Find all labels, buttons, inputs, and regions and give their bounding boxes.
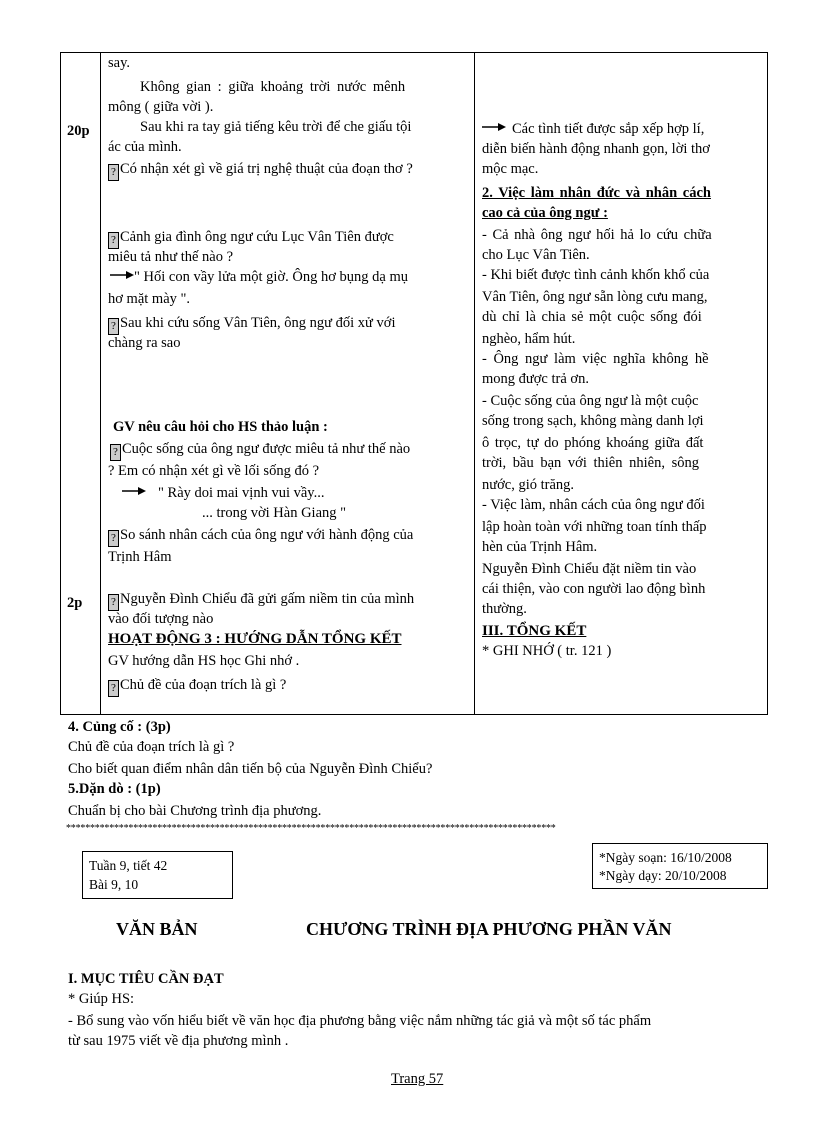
objectives-heading: I. MỤC TIÊU CẦN ĐẠT <box>68 971 224 987</box>
homework-line: Chuẩn bị cho bài Chương trình địa phương. <box>68 803 322 819</box>
mid-text: So sánh nhân cách của ông ngư với hành động của <box>120 527 414 543</box>
question-box-icon: ? <box>108 680 119 697</box>
right-line: - Việc làm, nhân cách của ông ngư đối <box>482 497 705 513</box>
right-line: - Cả nhà ông ngư hối hả lo cứu chữa <box>482 227 712 243</box>
question-box-icon: ? <box>110 444 121 461</box>
objectives-line: * Giúp HS: <box>68 991 135 1007</box>
right-arrow-icon <box>110 270 134 280</box>
question-line <box>108 526 413 547</box>
right-arrow-icon <box>482 122 506 132</box>
discussion-heading: GV nêu câu hỏi cho HS thảo luận : <box>113 419 328 435</box>
right-line: cho Lục Vân Tiên. <box>482 247 590 263</box>
separator: ****************************************************************************************************** <box>66 823 556 834</box>
arrow-line <box>482 120 704 138</box>
right-line: - Cuộc sống của ông ngư là một cuộc <box>482 393 699 409</box>
right-line: mộc mạc. <box>482 161 539 177</box>
mid-text: Cuộc sống của ông ngư được miêu tả như thế nào <box>122 441 411 457</box>
right-line: thường. <box>482 601 527 617</box>
right-line: mong được trả ơn. <box>482 371 589 387</box>
objectives-line: từ sau 1975 viết về địa phương mình . <box>68 1033 289 1049</box>
right-text: Các tình tiết được sắp xếp hợp lí, <box>512 121 705 137</box>
question-box-icon: ? <box>108 318 119 335</box>
table-col-divider-1 <box>100 52 101 714</box>
mid-text: Cảnh gia đình ông ngư cứu Lục Vân Tiên được <box>120 229 394 245</box>
mid-text: Sau khi cứu sống Vân Tiên, ông ngư đối xử với <box>120 315 396 331</box>
time-cell-1: 20p <box>67 123 90 139</box>
mid-line: ? Em có nhận xét gì về lối sống đó ? <box>108 463 320 479</box>
doc-title-right: CHƯƠNG TRÌNH ĐỊA PHƯƠNG PHẦN VĂN <box>306 919 672 939</box>
mid-text: " Rày doi mai vịnh vui vầy... <box>158 485 325 501</box>
right-line: nghèo, hẩm hút. <box>482 331 576 347</box>
section-2-heading: cao cả của ông ngư : <box>482 205 608 221</box>
page-number: Trang 57 <box>391 1071 444 1087</box>
right-arrow-icon <box>122 486 146 496</box>
mid-line: vào đối tượng nào <box>108 611 214 627</box>
mid-line: chàng ra sao <box>108 335 181 351</box>
right-line: - Ông ngư làm việc nghĩa không hề <box>482 351 709 367</box>
right-line: diễn biến hành động nhanh gọn, lời thơ <box>482 141 710 157</box>
question-line <box>110 440 410 461</box>
right-line: sống trong sạch, không màng danh lợi <box>482 413 704 429</box>
time-cell-2: 2p <box>67 595 83 611</box>
mid-line: miêu tả như thế nào ? <box>108 249 234 265</box>
mid-text: Nguyễn Đình Chiểu đã gửi gấm niềm tin của mình <box>120 591 415 607</box>
right-line: Vân Tiên, ông ngư sẵn lòng cưu mang, <box>482 289 708 305</box>
mid-text: " Hối con vầy lửa một giờ. Ông hơ bụng dạ mụ <box>134 269 408 285</box>
right-line: trời, bầu bạn với thiên nhiên, sông <box>482 455 699 471</box>
question-box-icon: ? <box>108 232 119 249</box>
mid-line: Không gian : giữa khoảng trời nước mênh <box>140 79 406 95</box>
arrow-line <box>122 484 324 502</box>
question-box-icon: ? <box>108 530 119 547</box>
question-line <box>108 590 414 611</box>
mid-text: Chủ đề của đoạn trích là gì ? <box>120 677 287 693</box>
question-line <box>108 228 394 249</box>
question-box-icon: ? <box>108 164 119 181</box>
lesson-week: Tuần 9, tiết 42 <box>89 858 168 873</box>
right-line: nước, gió trăng. <box>482 477 575 493</box>
mid-text: Có nhận xét gì về giá trị nghệ thuật của đoạn thơ ? <box>120 161 413 177</box>
table-top-border <box>60 52 768 53</box>
table-right-border <box>767 52 768 714</box>
mid-line: mông ( giữa vời ). <box>108 99 214 115</box>
section-3-heading: III. TỔNG KẾT <box>482 623 587 639</box>
consolidation-line: Chủ đề của đoạn trích là gì ? <box>68 739 235 755</box>
table-col-divider-2 <box>474 52 475 714</box>
consolidation-heading: 4. Củng cố : (3p) <box>68 719 171 735</box>
right-line: lập hoàn toàn với những toan tính thấp <box>482 519 707 535</box>
right-line: cái thiện, vào con người lao động bình <box>482 581 706 597</box>
prep-date: *Ngày soạn: 16/10/2008 <box>599 850 732 865</box>
mid-line: ác của mình. <box>108 139 182 155</box>
arrow-line <box>110 268 408 286</box>
lesson-number: Bài 9, 10 <box>89 877 139 892</box>
lesson-box <box>82 851 233 899</box>
table-left-border <box>60 52 61 714</box>
objectives-line: - Bổ sung vào vốn hiểu biết về văn học địa phương bằng việc nắm những tác giả và một số tác phẩm <box>68 1013 652 1029</box>
activity-3-heading: HOẠT ĐỘNG 3 : HƯỚNG DẪN TỔNG KẾT <box>108 631 402 647</box>
mid-line: say. <box>108 55 131 71</box>
mid-line: Trịnh Hâm <box>108 549 172 565</box>
right-line: * GHI NHỚ ( tr. 121 ) <box>482 643 612 659</box>
right-line: Nguyễn Đình Chiểu đặt niềm tin vào <box>482 561 697 577</box>
mid-line: GV hướng dẫn HS học Ghi nhớ . <box>108 653 300 669</box>
section-2-heading: 2. Việc làm nhân đức và nhân cách <box>482 185 711 201</box>
question-line <box>108 314 395 335</box>
table-bottom-border <box>60 714 768 715</box>
right-line: ô trọc, tự do phóng khoáng giữa đất <box>482 435 704 451</box>
mid-line: hơ mặt mày ". <box>108 291 191 307</box>
teach-date: *Ngày dạy: 20/10/2008 <box>599 868 727 883</box>
mid-line: ... trong vời Hàn Giang " <box>202 505 347 521</box>
right-line: hèn của Trịnh Hâm. <box>482 539 598 555</box>
consolidation-line: Cho biết quan điểm nhân dân tiến bộ của Nguyễn Đình Chiểu? <box>68 761 433 777</box>
question-box-icon: ? <box>108 594 119 611</box>
doc-title-left: VĂN BẢN <box>116 919 198 939</box>
right-line: - Khi biết được tình cảnh khốn khổ của <box>482 267 710 283</box>
right-line: dù chỉ là chia sẻ một cuộc sống đói <box>482 309 702 325</box>
homework-heading: 5.Dặn dò : (1p) <box>68 781 161 797</box>
question-line <box>108 676 286 697</box>
mid-line: Sau khi ra tay giả tiếng kêu trời để che giấu tội <box>140 119 412 135</box>
date-box <box>592 843 768 889</box>
question-line <box>108 160 413 181</box>
